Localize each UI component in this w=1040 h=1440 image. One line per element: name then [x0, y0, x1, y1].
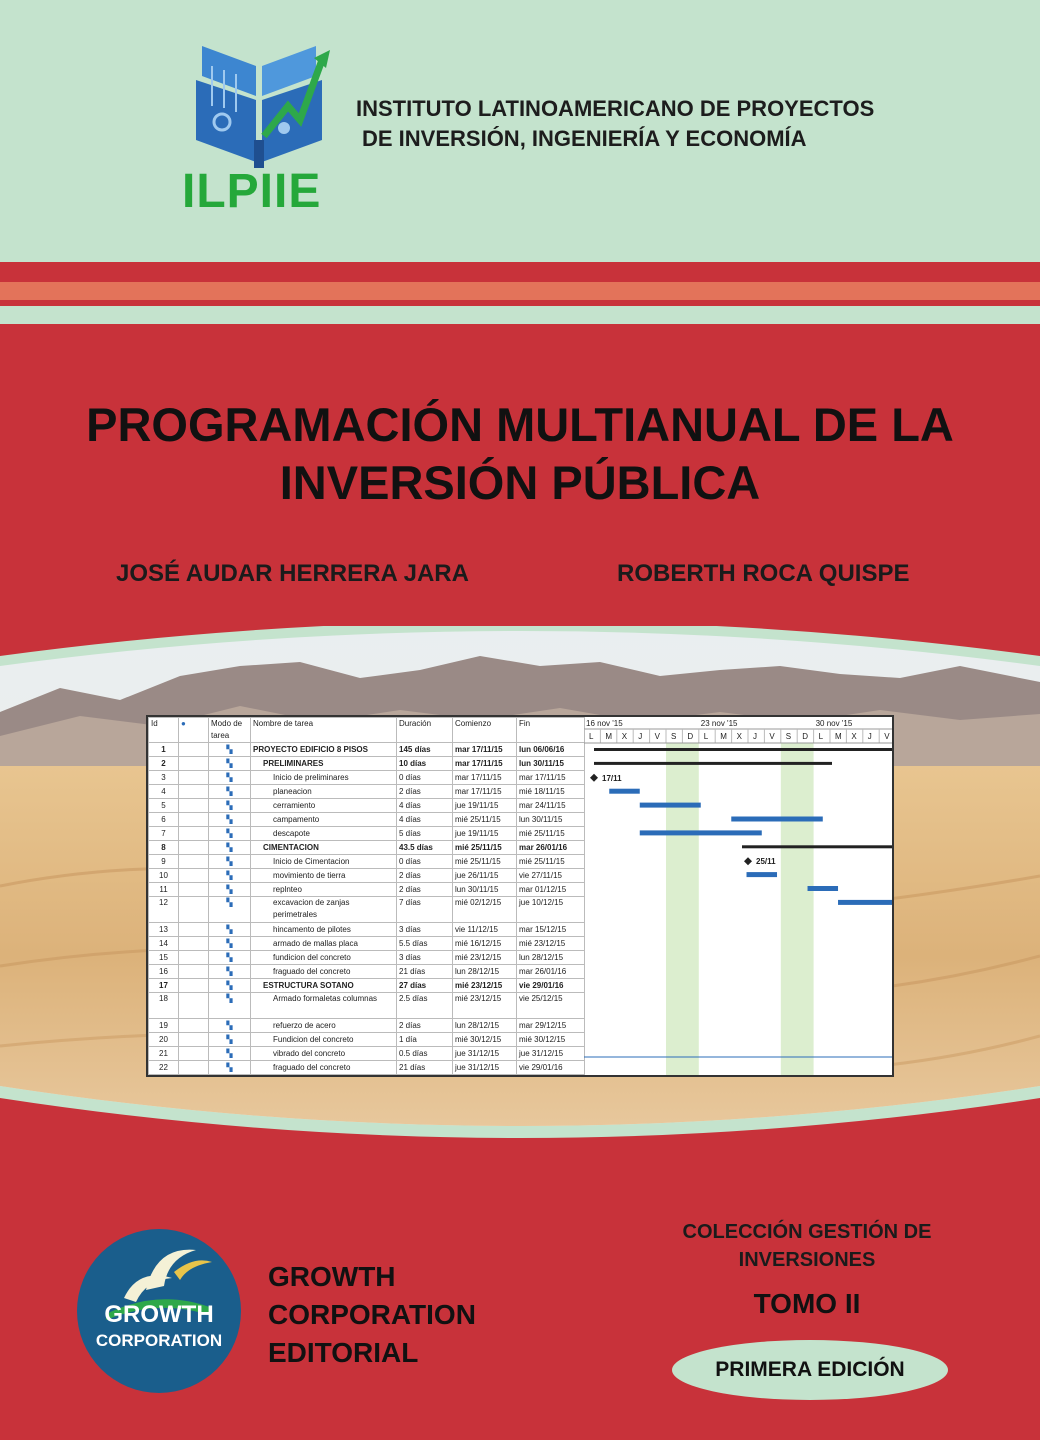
publisher-line3: EDITORIAL [268, 1337, 419, 1368]
task-duration: 145 días [397, 743, 453, 757]
task-name: armado de mallas placa [251, 937, 397, 951]
day-label: S [671, 732, 677, 741]
task-end: mié 18/11/15 [517, 785, 585, 799]
day-label: J [638, 732, 643, 741]
task-id: 19 [149, 1019, 179, 1033]
milestone-marker [744, 857, 752, 865]
book-title-line1: PROGRAMACIÓN MULTIANUAL DE LA [86, 398, 954, 451]
gantt-table-row [149, 897, 585, 923]
gantt-table-row [149, 1061, 585, 1075]
divider-stripe [0, 282, 1040, 300]
task-mode-icon: ▚ [209, 937, 251, 951]
growth-logo-line2: CORPORATION [95, 1331, 223, 1350]
task-end: mar 01/12/15 [517, 883, 585, 897]
task-duration: 21 días [397, 965, 453, 979]
task-start: mié 25/11/15 [453, 855, 517, 869]
task-info [179, 799, 209, 813]
task-duration: 0 días [397, 855, 453, 869]
task-info [179, 1019, 209, 1033]
institute-name [356, 94, 874, 154]
task-mode-icon: ▚ [209, 883, 251, 897]
book-title-line2: INVERSIÓN PÚBLICA [279, 456, 761, 509]
task-bar [838, 900, 894, 905]
gantt-table-row [149, 813, 585, 827]
week-label: 16 nov '15 [586, 719, 623, 728]
task-end: lun 06/06/16 [517, 743, 585, 757]
growth-corporation-logo-icon [76, 1228, 242, 1394]
book-title [0, 396, 1040, 512]
task-info [179, 965, 209, 979]
day-label: X [621, 732, 628, 741]
task-end: mié 23/12/15 [517, 937, 585, 951]
task-bar [808, 886, 839, 891]
publisher-name [268, 1258, 476, 1372]
task-start: mié 25/11/15 [453, 813, 517, 827]
col-name-header: Nombre de tarea [251, 718, 397, 743]
publisher-line1: GROWTH [268, 1261, 396, 1292]
task-end: mar 15/12/15 [517, 923, 585, 937]
task-info [179, 743, 209, 757]
task-mode-icon: ▚ [209, 979, 251, 993]
task-end: vie 29/01/16 [517, 1061, 585, 1075]
gantt-table-row [149, 993, 585, 1019]
task-name: fundicion del concreto [251, 951, 397, 965]
weekend-shading [781, 743, 814, 1077]
week-label: 30 nov '15 [815, 719, 853, 728]
task-name: excavacion de zanjas perimetrales [251, 897, 397, 923]
task-mode-icon: ▚ [209, 897, 251, 923]
task-id: 6 [149, 813, 179, 827]
gantt-table-row [149, 979, 585, 993]
milestone-label: 25/11 [756, 857, 776, 867]
day-label: M [605, 732, 613, 741]
task-end: jue 10/12/15 [517, 897, 585, 923]
task-duration: 3 días [397, 923, 453, 937]
task-id: 20 [149, 1033, 179, 1047]
task-mode-icon: ▚ [209, 827, 251, 841]
task-info [179, 1047, 209, 1061]
task-mode-icon: ▚ [209, 965, 251, 979]
day-label: L [703, 732, 709, 741]
institute-name-line2: DE INVERSIÓN, INGENIERÍA Y ECONOMÍA [362, 126, 807, 151]
task-start: mié 23/12/15 [453, 951, 517, 965]
col-duration-header: Duración [397, 718, 453, 743]
task-start: jue 26/11/15 [453, 869, 517, 883]
task-id: 16 [149, 965, 179, 979]
author-2: ROBERTH ROCA QUISPE [617, 560, 910, 587]
day-label: L [818, 732, 824, 741]
task-duration: 2 días [397, 869, 453, 883]
task-id: 5 [149, 799, 179, 813]
task-duration: 10 días [397, 757, 453, 771]
task-mode-icon: ▚ [209, 813, 251, 827]
task-end: mié 25/11/15 [517, 855, 585, 869]
task-end: vie 27/11/15 [517, 869, 585, 883]
task-duration: 4 días [397, 799, 453, 813]
task-mode-icon: ▚ [209, 1061, 251, 1075]
task-mode-icon: ▚ [209, 869, 251, 883]
task-end: lun 30/11/15 [517, 757, 585, 771]
task-end: vie 25/12/15 [517, 993, 585, 1019]
task-end: lun 30/11/15 [517, 813, 585, 827]
task-end: lun 28/12/15 [517, 951, 585, 965]
task-name: PROYECTO EDIFICIO 8 PISOS [251, 743, 397, 757]
task-start: jue 19/11/15 [453, 827, 517, 841]
task-info [179, 757, 209, 771]
task-duration: 43.5 días [397, 841, 453, 855]
task-info [179, 869, 209, 883]
task-info [179, 897, 209, 923]
task-start: lun 28/12/15 [453, 1019, 517, 1033]
gantt-table-row [149, 743, 585, 757]
task-duration: 0 días [397, 771, 453, 785]
gantt-table-row [149, 951, 585, 965]
task-start: mar 17/11/15 [453, 785, 517, 799]
task-mode-icon: ▚ [209, 799, 251, 813]
task-end: mar 26/01/16 [517, 965, 585, 979]
task-mode-icon: ▚ [209, 1033, 251, 1047]
col-info-header: ● [179, 718, 209, 743]
publisher-line2: CORPORATION [268, 1299, 476, 1330]
task-mode-icon: ▚ [209, 785, 251, 799]
task-id: 17 [149, 979, 179, 993]
day-label: V [884, 732, 890, 741]
task-info [179, 1061, 209, 1075]
growth-logo-line1: GROWTH [104, 1301, 214, 1328]
task-name: planeacion [251, 785, 397, 799]
task-id: 18 [149, 993, 179, 1019]
col-start-header: Comienzo [453, 718, 517, 743]
day-label: V [654, 732, 660, 741]
task-name: fraguado del concreto [251, 1061, 397, 1075]
gantt-table-row [149, 883, 585, 897]
task-name: replnteo [251, 883, 397, 897]
task-id: 12 [149, 897, 179, 923]
task-start: mié 16/12/15 [453, 937, 517, 951]
day-label: L [589, 732, 594, 741]
task-name: refuerzo de acero [251, 1019, 397, 1033]
summary-bar [594, 762, 832, 765]
collection-line2: INVERSIONES [738, 1249, 876, 1271]
gantt-table-row [149, 965, 585, 979]
task-name: hincamento de pilotes [251, 923, 397, 937]
task-info [179, 813, 209, 827]
gantt-table-row [149, 771, 585, 785]
milestone-label: 17/11 [602, 773, 622, 783]
task-info [179, 1033, 209, 1047]
task-duration: 0.5 días [397, 1047, 453, 1061]
day-label: M [720, 732, 727, 741]
gantt-table-row [149, 1019, 585, 1033]
task-id: 3 [149, 771, 179, 785]
task-name: Inicio de preliminares [251, 771, 397, 785]
task-bar [640, 830, 762, 835]
gantt-table-row [149, 799, 585, 813]
gantt-timeline [584, 717, 894, 1077]
task-start: mié 23/12/15 [453, 979, 517, 993]
summary-bar [594, 748, 894, 751]
divider-stripe [0, 306, 1040, 324]
task-end: mié 30/12/15 [517, 1033, 585, 1047]
task-duration: 2 días [397, 1019, 453, 1033]
task-mode-icon: ▚ [209, 951, 251, 965]
task-mode-icon: ▚ [209, 923, 251, 937]
gantt-table-row [149, 841, 585, 855]
task-info [179, 827, 209, 841]
task-info [179, 855, 209, 869]
task-id: 13 [149, 923, 179, 937]
task-start: jue 31/12/15 [453, 1047, 517, 1061]
summary-bar [742, 845, 894, 848]
task-start: lun 30/11/15 [453, 883, 517, 897]
task-duration: 5.5 días [397, 937, 453, 951]
task-name: Inicio de Cimentacion [251, 855, 397, 869]
task-id: 8 [149, 841, 179, 855]
gantt-table-row [149, 937, 585, 951]
ilpiie-logo-text: ILPIIE [182, 165, 322, 218]
task-duration: 1 día [397, 1033, 453, 1047]
gantt-table-row [149, 923, 585, 937]
task-start: mié 25/11/15 [453, 841, 517, 855]
gantt-task-table [148, 717, 585, 1075]
day-label: V [769, 732, 775, 741]
task-name: fraguado del concreto [251, 965, 397, 979]
task-start: mar 17/11/15 [453, 757, 517, 771]
task-duration: 4 días [397, 813, 453, 827]
task-duration: 2.5 días [397, 993, 453, 1019]
gantt-header-row [149, 718, 585, 743]
task-end: mar 26/01/16 [517, 841, 585, 855]
task-info [179, 883, 209, 897]
task-name: ESTRUCTURA SOTANO [251, 979, 397, 993]
task-duration: 2 días [397, 785, 453, 799]
institute-name-line1: INSTITUTO LATINOAMERICANO DE PROYECTOS [356, 96, 875, 121]
task-duration: 21 días [397, 1061, 453, 1075]
day-label: D [687, 732, 694, 741]
gantt-table-row [149, 827, 585, 841]
task-info [179, 993, 209, 1019]
task-mode-icon: ▚ [209, 993, 251, 1019]
milestone-marker [590, 774, 598, 782]
task-mode-icon: ▚ [209, 1047, 251, 1061]
task-mode-icon: ▚ [209, 757, 251, 771]
col-end-header: Fin [517, 718, 585, 743]
task-name: cerramiento [251, 799, 397, 813]
task-start: mié 30/12/15 [453, 1033, 517, 1047]
gantt-table-row [149, 785, 585, 799]
task-duration: 2 días [397, 883, 453, 897]
task-end: mar 24/11/15 [517, 799, 585, 813]
task-start: jue 19/11/15 [453, 799, 517, 813]
task-id: 11 [149, 883, 179, 897]
task-end: mié 25/11/15 [517, 827, 585, 841]
task-name: movimiento de tierra [251, 869, 397, 883]
day-label: D [802, 732, 808, 741]
task-id: 10 [149, 869, 179, 883]
task-id: 7 [149, 827, 179, 841]
task-name: descapote [251, 827, 397, 841]
divider-stripe [0, 262, 1040, 282]
task-info [179, 937, 209, 951]
day-label: S [785, 732, 792, 741]
task-mode-icon: ▚ [209, 841, 251, 855]
task-duration: 27 días [397, 979, 453, 993]
task-start: mié 02/12/15 [453, 897, 517, 923]
gantt-table-row [149, 869, 585, 883]
gantt-table-row [149, 1047, 585, 1061]
week-label: 23 nov '15 [700, 719, 738, 728]
task-duration: 5 días [397, 827, 453, 841]
task-bar [747, 872, 778, 877]
author-1: JOSÉ AUDAR HERRERA JARA [116, 560, 469, 587]
task-start: mié 23/12/15 [453, 993, 517, 1019]
task-info [179, 841, 209, 855]
task-name: PRELIMINARES [251, 757, 397, 771]
weekend-shading [666, 743, 699, 1077]
task-name: vibrado del concreto [251, 1047, 397, 1061]
task-start: mar 17/11/15 [453, 743, 517, 757]
task-info [179, 771, 209, 785]
task-end: mar 29/12/15 [517, 1019, 585, 1033]
task-duration: 7 días [397, 897, 453, 923]
task-name: CIMENTACION [251, 841, 397, 855]
col-mode-header: Modo de tarea [209, 718, 251, 743]
gantt-chart-screenshot [146, 715, 894, 1077]
task-start: mar 17/11/15 [453, 771, 517, 785]
task-end: vie 29/01/16 [517, 979, 585, 993]
gantt-table-row [149, 1033, 585, 1047]
task-start: jue 31/12/15 [453, 1061, 517, 1075]
task-end: mar 17/11/15 [517, 771, 585, 785]
day-label: J [753, 732, 757, 741]
task-duration: 3 días [397, 951, 453, 965]
task-bar [731, 817, 823, 822]
day-label: J [867, 732, 872, 741]
task-id: 1 [149, 743, 179, 757]
task-id: 22 [149, 1061, 179, 1075]
task-name: Fundicion del concreto [251, 1033, 397, 1047]
gantt-table-row [149, 757, 585, 771]
task-start: lun 28/12/15 [453, 965, 517, 979]
day-label: X [736, 732, 742, 741]
task-info [179, 979, 209, 993]
day-label: X [851, 732, 857, 741]
day-label: M [835, 732, 842, 741]
collection-line1: COLECCIÓN GESTIÓN DE [682, 1221, 932, 1243]
task-name: Armado formaletas columnas [251, 993, 397, 1019]
task-info [179, 785, 209, 799]
volume-label: TOMO II [753, 1288, 861, 1319]
task-id: 15 [149, 951, 179, 965]
task-id: 21 [149, 1047, 179, 1061]
task-bar [640, 803, 701, 808]
edition-badge: PRIMERA EDICIÓN [672, 1340, 948, 1400]
task-info [179, 923, 209, 937]
task-mode-icon: ▚ [209, 1019, 251, 1033]
task-id: 2 [149, 757, 179, 771]
task-end: jue 31/12/15 [517, 1047, 585, 1061]
task-id: 9 [149, 855, 179, 869]
task-bar [609, 789, 640, 794]
collection-name [640, 1218, 974, 1274]
task-id: 14 [149, 937, 179, 951]
gantt-table-row [149, 855, 585, 869]
task-info [179, 951, 209, 965]
task-mode-icon: ▚ [209, 855, 251, 869]
task-name: campamento [251, 813, 397, 827]
task-id: 4 [149, 785, 179, 799]
task-start: vie 11/12/15 [453, 923, 517, 937]
task-mode-icon: ▚ [209, 743, 251, 757]
task-mode-icon: ▚ [209, 771, 251, 785]
col-id-header: Id [149, 718, 179, 743]
